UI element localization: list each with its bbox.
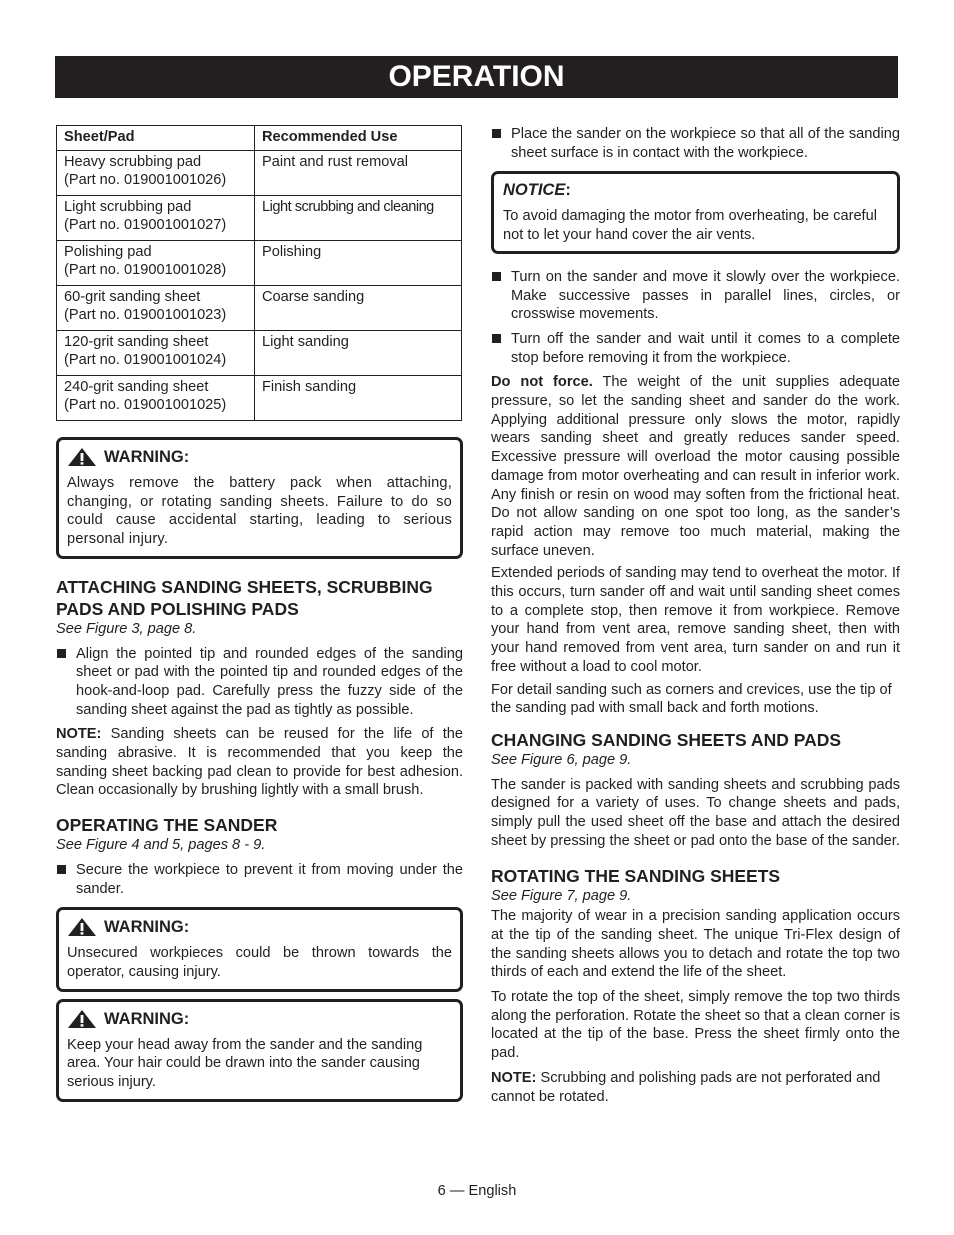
warning-triangle-icon bbox=[67, 1009, 97, 1029]
table-cell-use: Coarse sanding bbox=[255, 286, 462, 331]
figure-reference: See Figure 3, page 8. bbox=[56, 620, 197, 637]
list-item bbox=[491, 330, 900, 367]
part-number: (Part no. 019001001024) bbox=[64, 352, 227, 368]
bullet-text: Turn off the sander and wait until it comes to a complete stop before removing it from the workpiece. bbox=[511, 330, 900, 366]
table-cell-item bbox=[57, 286, 255, 331]
figure-reference: See Figure 4 and 5, pages 8 - 9. bbox=[56, 837, 266, 854]
table-row bbox=[57, 151, 462, 196]
warning-text: Always remove the battery pack when attaching, changing, or rotating sanding sheets. Failure to do so could cause accidental starting, leading to serious personal injury. bbox=[67, 475, 452, 548]
changing-paragraph: The sander is packed with sanding sheets and scrubbing pads designed for a variety of uses. To change sheets and pads, simply pull the used sheet off the base and attach the desired sheet by pressing the sheet or pad onto the base of the sander. bbox=[491, 776, 900, 849]
part-number: (Part no. 019001001026) bbox=[64, 172, 227, 188]
notice-heading bbox=[503, 179, 889, 201]
table-cell-use: Light sanding bbox=[255, 331, 462, 376]
warning-text: Unsecured workpieces could be thrown towards the operator, causing injury. bbox=[67, 945, 452, 980]
do-not-force-text: The weight of the unit supplies adequate pressure, so let the sanding sheet and sander do the work. Applying additional pressure only slows the motor, rapidly wears sanding sheet and greatly reduces sander speed. Excessive pressure will overload the motor causing possible damage from motor overheating and can result in inferior work. Any finish or resin on wood may soften from the frictional heat. Do not allow sanding on one spot too long, as the sander’s rapid action may remove too much material, making the surface uneven. bbox=[491, 374, 901, 559]
warning-label: WARNING: bbox=[104, 1009, 190, 1028]
left-column bbox=[56, 125, 463, 1102]
table-cell-item bbox=[57, 331, 255, 376]
note-text: Sanding sheets can be reused for the life of the sanding abrasive. It is recommended that you keep the sanding sheet backing pad clean to provide for best adhesion. Clean occasionally by brushing lightly with a small brush. bbox=[56, 726, 463, 799]
table-cell-item bbox=[57, 196, 255, 241]
item-name: 60-grit sanding sheet bbox=[64, 289, 201, 305]
table-cell-item bbox=[57, 376, 255, 421]
do-not-force-paragraph bbox=[491, 373, 900, 560]
warning-text: Keep your head away from the sander and the sanding area. Your hair could be drawn into the sander causing serious injury. bbox=[67, 1036, 423, 1091]
notice-label: NOTICE bbox=[503, 181, 566, 200]
rotating-paragraph-1: The majority of wear in a precision sanding application occurs at the tip of the sanding sheet. The unique Tri-Flex design of the sanding sheets allows you to detach and rotate the top two thirds of each and extend the life of the sheet. bbox=[491, 908, 900, 981]
warning-triangle-icon bbox=[67, 917, 97, 937]
note-label: NOTE: bbox=[491, 1069, 537, 1086]
bullet-square-icon bbox=[492, 129, 501, 138]
page-title: OPERATION bbox=[388, 60, 565, 93]
table-row bbox=[57, 376, 462, 421]
bullet-square-icon bbox=[57, 865, 66, 874]
use-text: Light scrubbing and cleaning bbox=[262, 199, 434, 215]
warning-heading bbox=[67, 1009, 452, 1029]
do-not-force-label: Do not force. bbox=[491, 374, 593, 391]
detail-sanding-paragraph: For detail sanding such as corners and crevices, use the tip of the sanding pad with small back and forth motions. bbox=[491, 681, 892, 717]
section-heading-rotating: ROTATING THE SANDING SHEETS bbox=[491, 865, 781, 886]
table-row bbox=[57, 331, 462, 376]
table-row bbox=[57, 196, 462, 241]
warning-triangle-icon bbox=[67, 447, 97, 467]
table-header-sheet-pad: Sheet/Pad bbox=[57, 126, 255, 151]
list-item bbox=[56, 645, 463, 720]
section-heading-attaching: ATTACHING SANDING SHEETS, SCRUBBING PADS AND POLISHING PADS bbox=[56, 576, 433, 619]
sheet-pad-table bbox=[56, 125, 462, 421]
warning-box-hair bbox=[56, 999, 463, 1102]
part-number: (Part no. 019001001027) bbox=[64, 217, 227, 233]
notice-colon: : bbox=[565, 181, 571, 200]
figure-reference: See Figure 6, page 9. bbox=[491, 751, 632, 768]
table-cell-item bbox=[57, 241, 255, 286]
bullet-square-icon bbox=[492, 272, 501, 281]
section-heading-changing: CHANGING SANDING SHEETS AND PADS bbox=[491, 729, 842, 750]
warning-heading bbox=[67, 917, 452, 937]
item-name: 120-grit sanding sheet bbox=[64, 334, 209, 350]
note-label: NOTE: bbox=[56, 726, 102, 743]
note-text: Scrubbing and polishing pads are not perforated and cannot be rotated. bbox=[491, 1069, 881, 1105]
bullet-text: Align the pointed tip and rounded edges of the sanding sheet or pad with the pointed tip and rounded edges of the hook-and-loop pad. Carefully press the fuzzy side of the sanding sheet against the pad as tightly as possible. bbox=[76, 645, 463, 718]
bullet-text: Turn on the sander and move it slowly over the workpiece. Make successive passes in parallel lines, circles, or crosswise movements. bbox=[511, 268, 900, 323]
table-cell-use bbox=[255, 196, 462, 241]
note-paragraph bbox=[491, 1069, 900, 1106]
item-name: Heavy scrubbing pad bbox=[64, 154, 202, 170]
list-item bbox=[491, 125, 900, 162]
part-number: (Part no. 019001001028) bbox=[64, 262, 227, 278]
part-number: (Part no. 019001001025) bbox=[64, 397, 227, 413]
table-header-row bbox=[57, 126, 462, 151]
page-footer: 6 — English bbox=[437, 1183, 517, 1199]
item-name: Polishing pad bbox=[64, 244, 152, 260]
warning-heading bbox=[67, 447, 452, 467]
section-heading-operating: OPERATING THE SANDER bbox=[56, 815, 278, 836]
table-cell-use: Finish sanding bbox=[255, 376, 462, 421]
list-item bbox=[56, 861, 463, 898]
bullet-square-icon bbox=[492, 334, 501, 343]
figure-reference: See Figure 7, page 9. bbox=[491, 887, 632, 904]
table-cell-use: Polishing bbox=[255, 241, 462, 286]
item-name: Light scrubbing pad bbox=[64, 199, 192, 215]
notice-text: To avoid damaging the motor from overheating, be careful not to let your hand cover the air vents. bbox=[503, 208, 877, 244]
bullet-text: Place the sander on the workpiece so that all of the sanding sheet surface is in contact with the workpiece. bbox=[511, 126, 900, 161]
warning-label: WARNING: bbox=[104, 918, 190, 937]
table-cell-use: Paint and rust removal bbox=[255, 151, 462, 196]
table-cell-item bbox=[57, 151, 255, 196]
list-item bbox=[491, 268, 900, 324]
warning-box-workpiece bbox=[56, 907, 463, 991]
right-column bbox=[491, 125, 900, 1106]
table-row bbox=[57, 241, 462, 286]
table-row bbox=[57, 286, 462, 331]
part-number: (Part no. 019001001023) bbox=[64, 307, 227, 323]
rotating-paragraph-2: To rotate the top of the sheet, simply remove the top two thirds along the perforation. Rotate the sheet so that a clean corner is located at the tip of the base. Press the sheet firmly onto the pad. bbox=[491, 989, 900, 1062]
table-header-recommended-use: Recommended Use bbox=[255, 126, 462, 151]
note-paragraph bbox=[56, 725, 463, 800]
extended-periods-paragraph: Extended periods of sanding may tend to overheat the motor. If this occurs, turn sander off and wait until sanding sheet comes to a complete stop, then remove it from workpiece. Remove your hand from vent area, remove sanding sheet, then with your hand removed from vent area, turn sander on and run it free without a load to cool motor. bbox=[491, 565, 900, 675]
warning-box-battery bbox=[56, 437, 463, 559]
warning-label: WARNING: bbox=[104, 448, 190, 466]
page-title-banner bbox=[55, 56, 898, 98]
notice-box bbox=[491, 171, 900, 253]
bullet-text: Secure the workpiece to prevent it from moving under the sander. bbox=[76, 861, 463, 897]
item-name: 240-grit sanding sheet bbox=[64, 379, 209, 395]
bullet-square-icon bbox=[57, 649, 66, 658]
